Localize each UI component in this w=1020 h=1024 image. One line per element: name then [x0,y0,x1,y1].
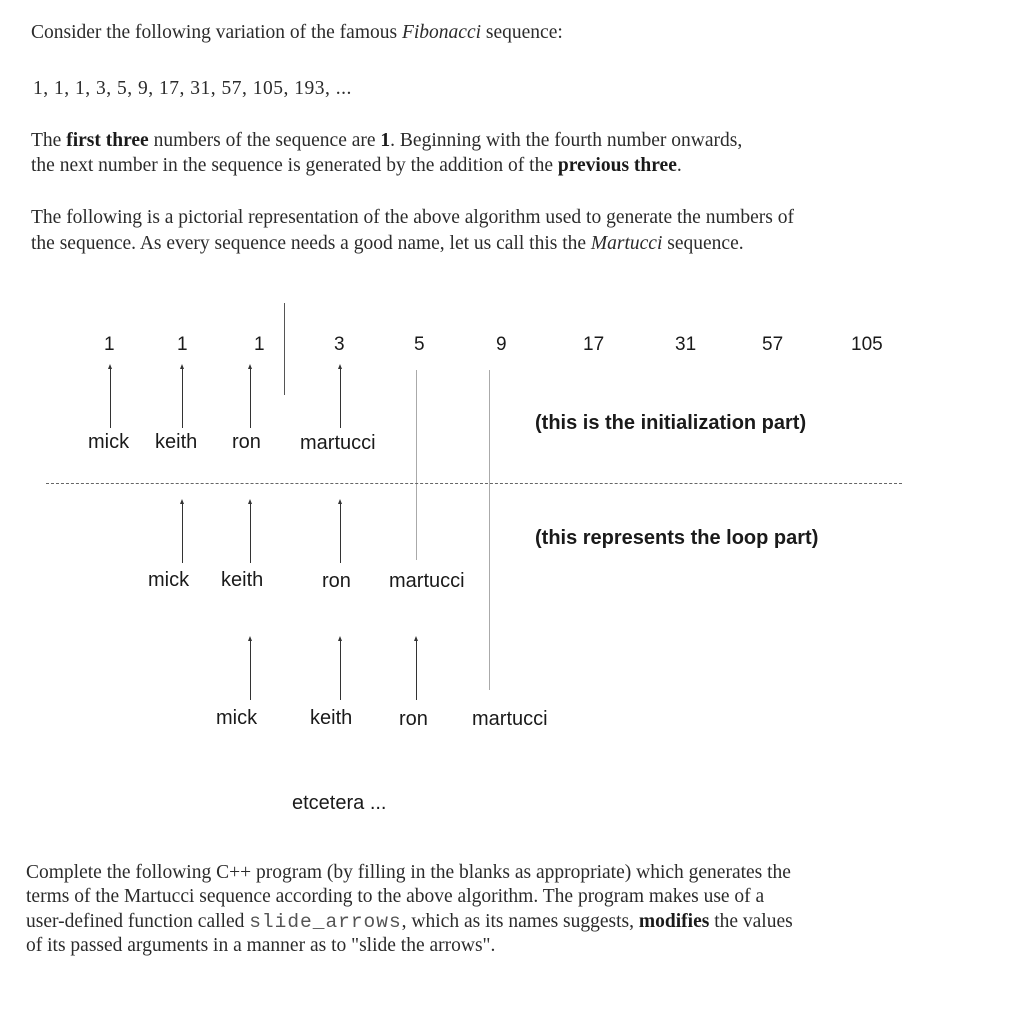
closing-text-a: user-defined function called [26,911,250,932]
up-arrow-icon [340,368,341,428]
up-arrow-icon [416,640,417,700]
seq-number: 5 [414,334,425,355]
previous-three-bold: previous three [557,155,677,176]
fibonacci-word: Fibonacci [401,22,482,43]
rule-text-f: the next number in the sequence is generated by the addition of the [31,155,558,176]
initialization-note: (this is the initialization part) [535,412,807,434]
pictorial-text: the sequence. As every sequence needs a good name, let us call this the [31,233,591,254]
rule-text-a: The [31,130,67,151]
row3-label-mick: mick [216,707,258,729]
closing-line-4: of its passed arguments in a manner as to "slide the arrows". [26,935,496,956]
slide-arrows-code: slide_arrows [249,911,402,933]
row1-label-mick: mick [88,431,130,453]
up-arrow-icon [182,503,183,563]
pictorial-paragraph-line-1: The following is a pictorial representation of the above algorithm used to generate the numbers of [31,207,794,228]
sequence-line: 1, 1, 1, 3, 5, 9, 17, 31, 57, 105, 193, ... [33,78,352,99]
up-arrow-icon [340,640,341,700]
seq-number: 1 [104,334,115,355]
up-arrow-icon [182,368,183,428]
row2-label-martucci: martucci [389,570,465,592]
first-three-bold: first three [66,130,149,151]
pictorial-text-end: sequence. [662,233,744,254]
row3-label-keith: keith [310,707,353,729]
up-arrow-icon [250,368,251,428]
etcetera-label: etcetera ... [292,792,387,814]
row1-label-martucci: martucci [300,432,376,454]
row3-label-martucci: martucci [472,708,548,730]
closing-text-b: , which as its names suggests, [401,911,639,932]
up-arrow-icon [340,503,341,563]
guide-line-5 [416,370,417,560]
separator-line [284,303,285,395]
seq-number: 1 [177,334,188,355]
row3-label-ron: ron [399,708,428,730]
up-arrow-icon [250,640,251,700]
guide-line-9 [489,370,490,690]
pictorial-paragraph-line-2 [31,233,744,255]
rule-text-c: numbers of the sequence are [148,130,381,151]
up-arrow-icon [250,503,251,563]
up-arrow-icon [110,368,111,428]
modifies-bold: modifies [638,911,710,932]
row2-label-keith: keith [221,569,264,591]
loop-note: (this represents the loop part) [535,527,819,549]
intro-text-end: sequence: [481,22,563,43]
row2-label-mick: mick [148,569,190,591]
row1-label-keith: keith [155,431,198,453]
one-bold: 1 [380,130,391,151]
martucci-word: Martucci [590,233,663,254]
closing-text-d: the values [709,911,793,932]
rule-paragraph-line-2 [31,155,682,177]
dashed-divider [46,483,902,484]
intro-text: Consider the following variation of the famous [31,22,402,43]
seq-number: 3 [334,334,345,355]
seq-number: 1 [254,334,265,355]
seq-number: 105 [851,334,883,355]
row2-label-ron: ron [322,570,351,592]
closing-line-3 [26,911,793,933]
closing-line-2: terms of the Martucci sequence according to the above algorithm. The program makes use of a [26,886,765,907]
seq-number: 57 [762,334,784,355]
rule-text-e: . Beginning with the fourth number onwards, [390,130,743,151]
seq-number: 17 [583,334,605,355]
rule-text-h: . [676,155,682,176]
rule-paragraph-line-1 [31,130,742,152]
seq-number: 9 [496,334,507,355]
closing-line-1: Complete the following C++ program (by filling in the blanks as appropriate) which generates the [26,862,791,883]
intro-line-1 [31,22,563,44]
row1-label-ron: ron [232,431,261,453]
seq-number: 31 [675,334,697,355]
